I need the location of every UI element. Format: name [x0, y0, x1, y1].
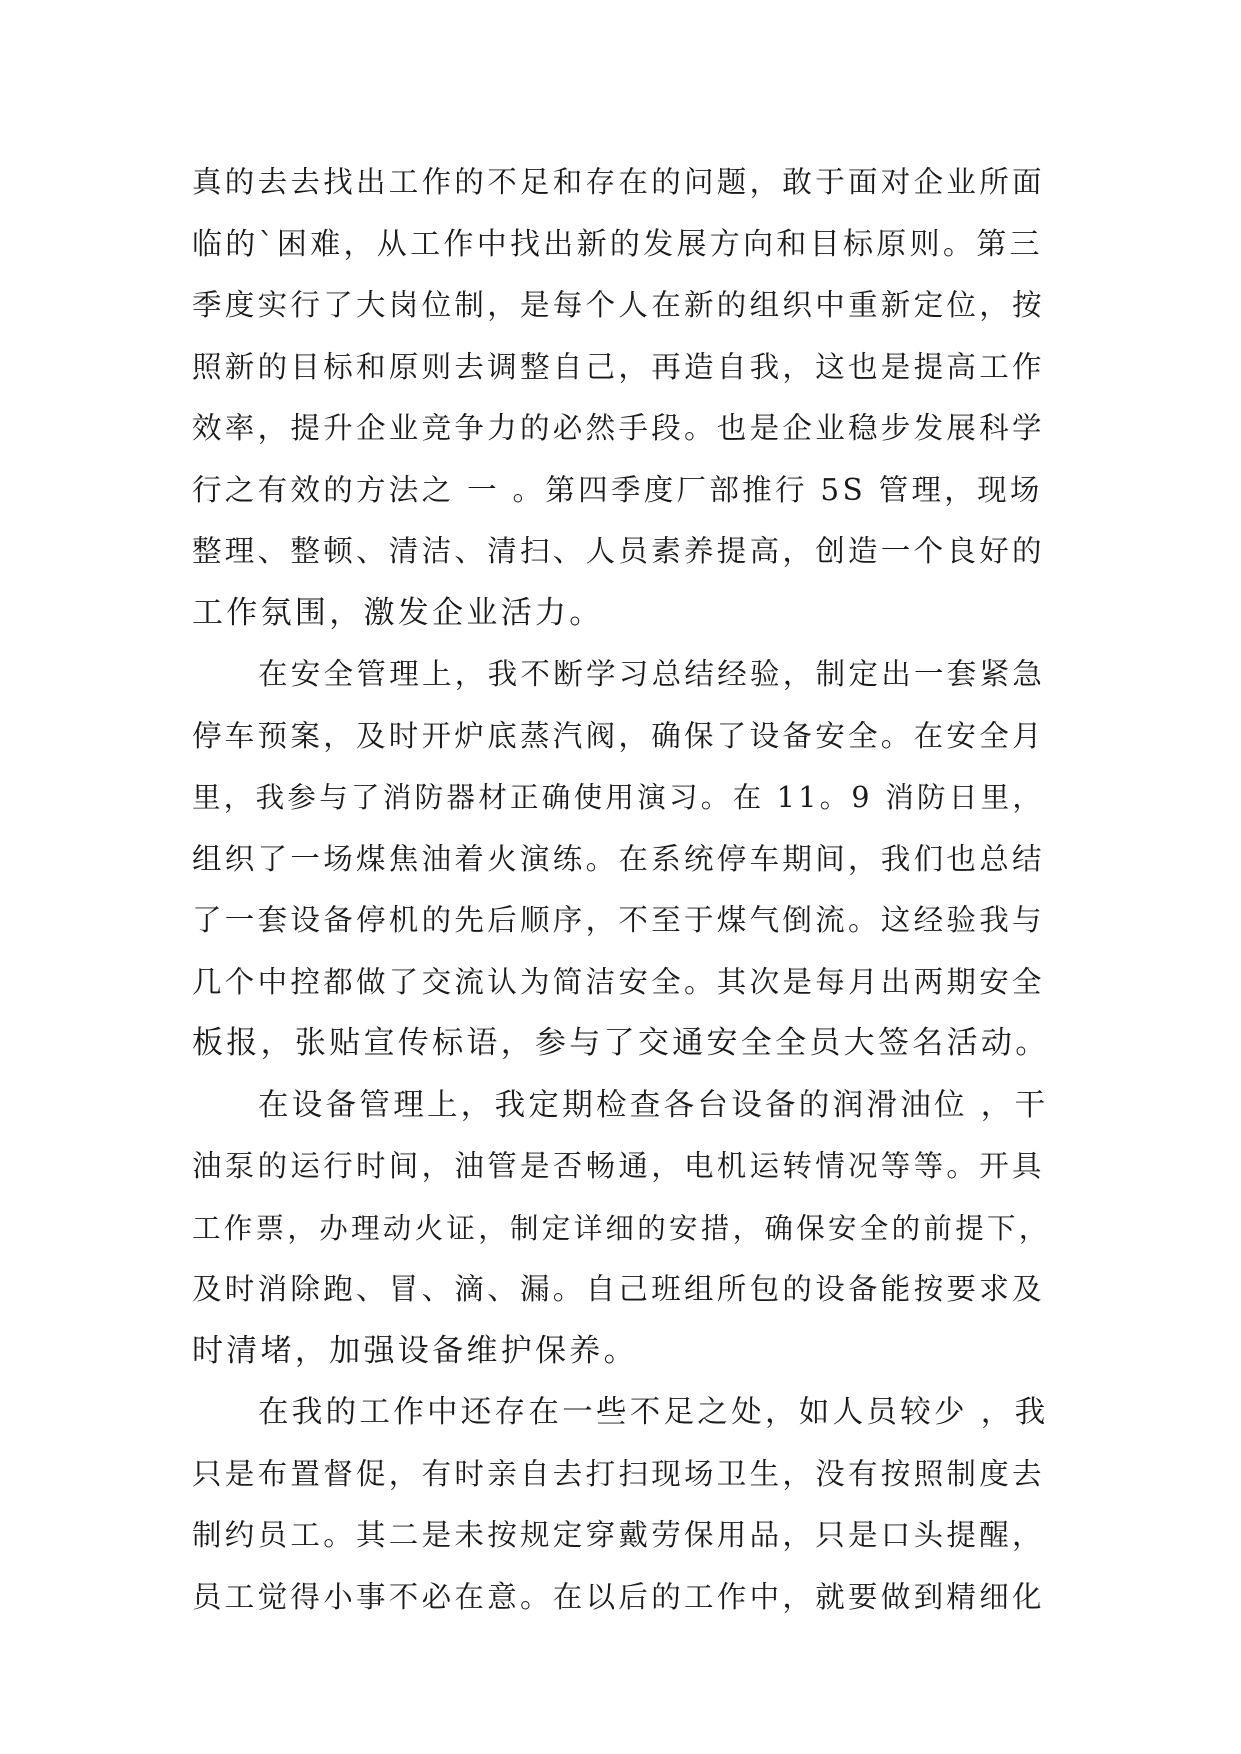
text-line: 临的`困难，从工作中找出新的发展方向和目标原则。第三	[192, 226, 1043, 262]
text-line: 工作氛围，激发企业活力。	[192, 594, 604, 631]
text-line: 时清堵，加强设备维护保养。	[192, 1332, 638, 1369]
text-line: 真的去去找出工作的不足和存在的问题，敢于面对企业所面	[192, 165, 1045, 199]
text-line: 照新的目标和原则去调整自己，再造自我，这也是提高工作	[192, 349, 1045, 384]
text-line: 整理、整顿、清洁、清扫、人员素养提高，创造一个良好的	[192, 534, 1045, 568]
text-line: 季度实行了大岗位制，是每个人在新的组织中重新定位，按	[192, 288, 1045, 322]
text-line: 停车预案，及时开炉底蒸汽阀，确保了设备安全。在安全月	[192, 718, 1045, 753]
text-line: 组织了一场煤焦油着火演练。在系统停车期间，我们也总结	[192, 841, 1045, 876]
text-line: 员工觉得小事不必在意。在以后的工作中，就要做到精细化	[192, 1579, 1045, 1614]
text-line: 及时消除跑、冒、滴、漏。自己班组所包的设备能按要求及	[192, 1272, 1045, 1306]
paragraph-first-line: 在安全管理上，我不断学习总结经验，制定出一套紧急	[258, 657, 1046, 691]
text-line: 工作票，办理动火证，制定详细的安措，确保安全的前提下，	[192, 1211, 1051, 1245]
text-line: 制约员工。其二是未按规定穿戴劳保用品，只是口头提醒，	[192, 1518, 1045, 1552]
text-line: 只是布置督促，有时亲自去打扫现场卫生，没有按照制度去	[192, 1456, 1045, 1491]
text-line: 几个中控都做了交流认为简洁安全。其次是每月出两期安全	[192, 964, 1045, 999]
paragraph-first-line: 在设备管理上，我定期检查各台设备的润滑油位 ，干	[258, 1087, 1049, 1123]
text-line: 效率，提升企业竞争力的必然手段。也是企业稳步发展科学	[192, 411, 1045, 445]
text-line: 了一套设备停机的先后顺序，不至于煤气倒流。这经验我与	[192, 903, 1045, 937]
paragraph-first-line: 在我的工作中还存在一些不足之处，如人员较少 ，我	[258, 1395, 1049, 1430]
document-body	[192, 152, 1052, 1628]
text-line: 行之有效的方法之 一 。第四季度厂部推行 5S 管理，现场	[192, 472, 1043, 507]
text-line: 板报，张贴宣传标语，参与了交通安全全员大签名活动。	[192, 1025, 1050, 1061]
text-line: 里，我参与了消防器材正确使用演习。在 11。9 消防日里，	[192, 781, 1045, 814]
text-line: 油泵的运行时间，油管是否畅通，电机运转情况等等。开具	[192, 1149, 1045, 1183]
